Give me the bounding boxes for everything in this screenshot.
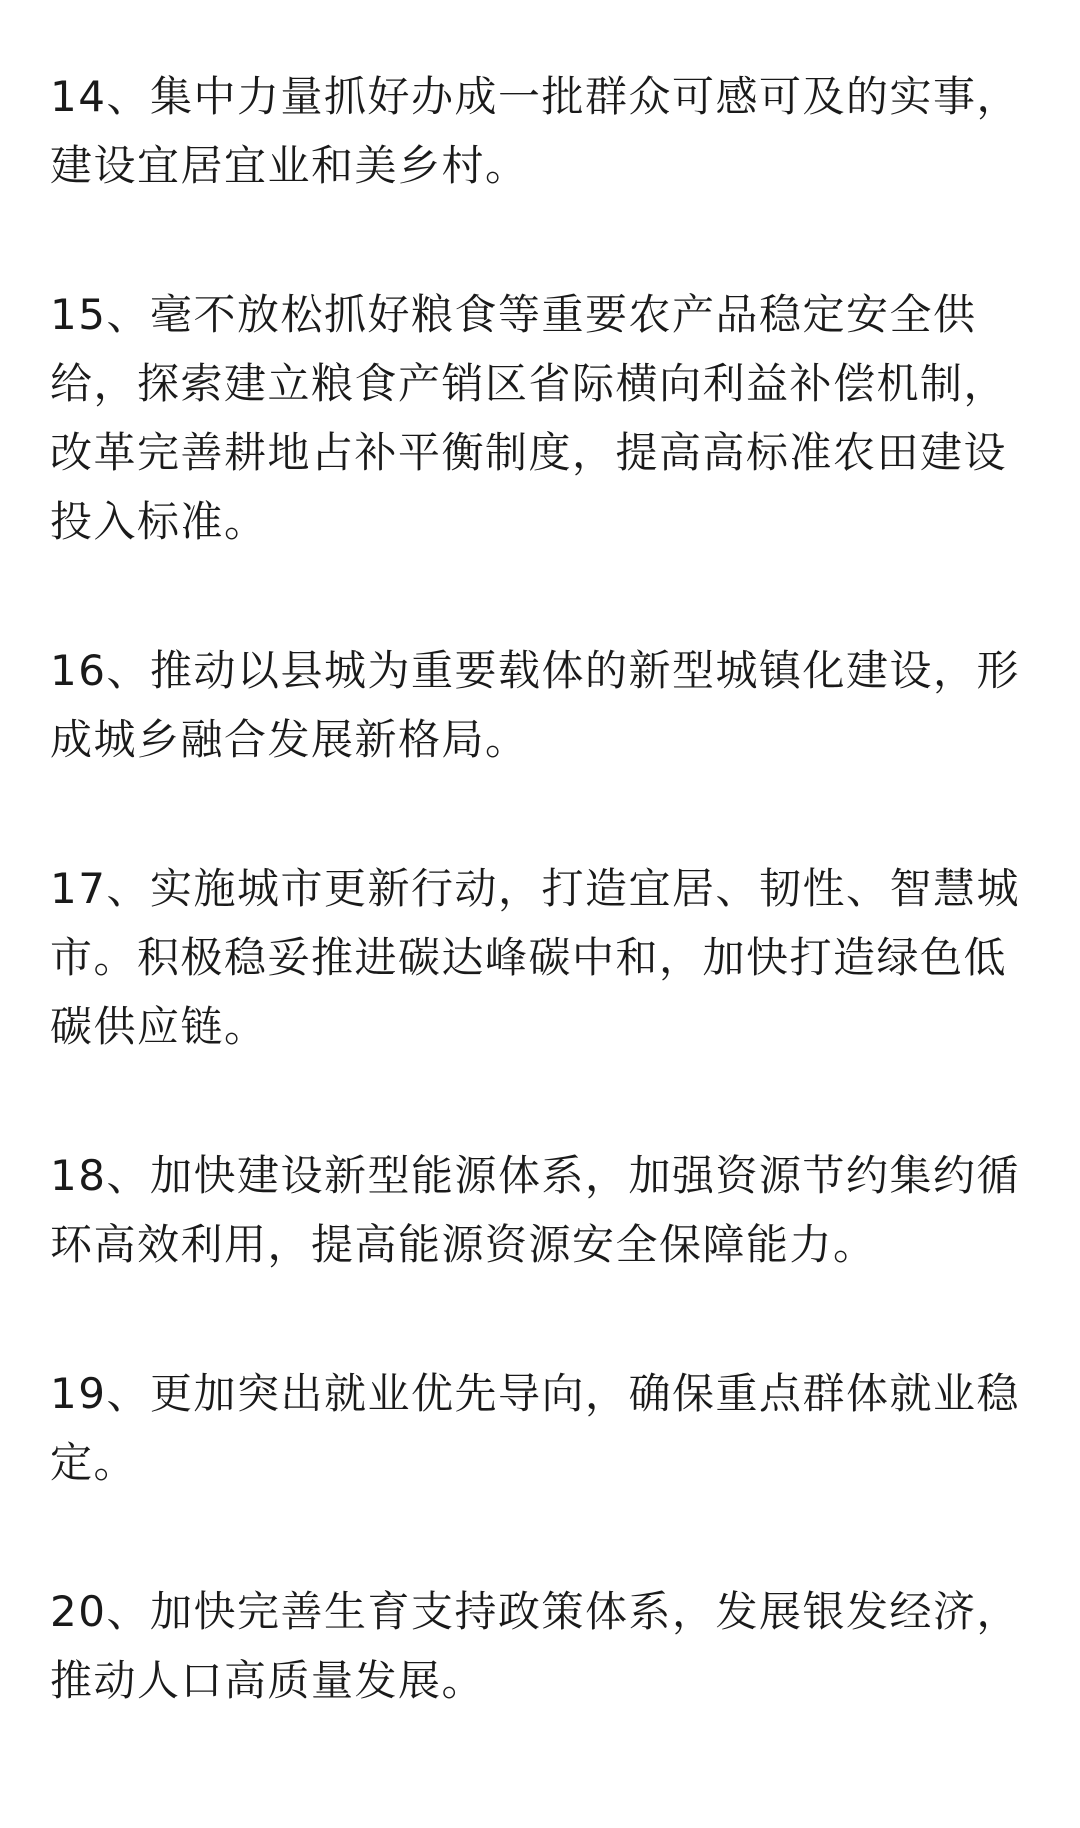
policy-item-14: 14、集中力量抓好办成一批群众可感可及的实事，建设宜居宜业和美乡村。: [50, 72, 1020, 190]
policy-item-16: 16、推动以县城为重要载体的新型城镇化建设，形成城乡融合发展新格局。: [50, 646, 1020, 764]
policy-item-19: 19、更加突出就业优先导向，确保重点群体就业稳定。: [50, 1369, 1020, 1487]
policy-item-20: 20、加快完善生育支持政策体系，发展银发经济，推动人口高质量发展。: [50, 1587, 1020, 1705]
policy-item-15: 15、毫不放松抓好粮食等重要农产品稳定安全供给，探索建立粮食产销区省际横向利益补偿机制，改革完善耕地占补平衡制度，提高高标准农田建设投入标准。: [50, 290, 1008, 546]
document-body: [50, 62, 1030, 1715]
policy-item-18: 18、加快建设新型能源体系，加强资源节约集约循环高效利用，提高能源资源安全保障能力。: [50, 1151, 1020, 1269]
policy-item-17: 17、实施城市更新行动，打造宜居、韧性、智慧城市。积极稳妥推进碳达峰碳中和，加快打造绿色低碳供应链。: [50, 864, 1020, 1051]
